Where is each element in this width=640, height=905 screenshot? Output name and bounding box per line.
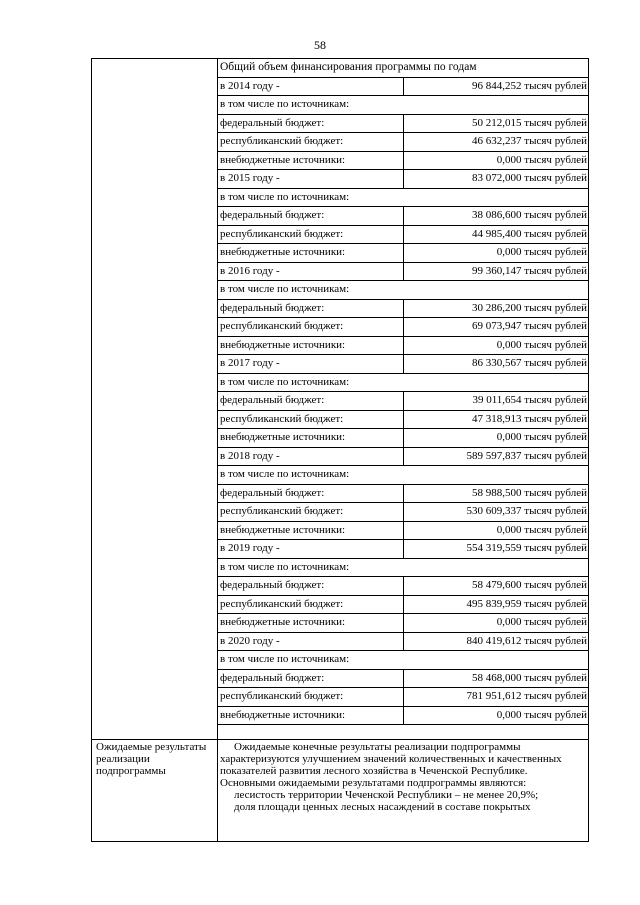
year-label: в 2015 году - <box>218 170 404 189</box>
extra-row <box>218 336 589 355</box>
republic-row <box>218 595 589 614</box>
sources-label: в том числе по источникам: <box>218 466 589 485</box>
federal-value: 58 468,000 тысяч рублей <box>404 669 590 688</box>
federal-label: федеральный бюджет: <box>218 669 404 688</box>
financing-header-row <box>218 59 589 77</box>
year-total-row <box>218 447 589 466</box>
sources-label: в том числе по источникам: <box>218 373 589 392</box>
extra-row <box>218 706 589 725</box>
year-total-row <box>218 632 589 651</box>
sources-row <box>218 373 589 392</box>
year-total-value: 83 072,000 тысяч рублей <box>404 170 590 189</box>
year-total-value: 86 330,567 тысяч рублей <box>404 355 590 374</box>
federal-label: федеральный бюджет: <box>218 207 404 226</box>
republic-row <box>218 688 589 707</box>
year-label: в 2018 году - <box>218 447 404 466</box>
extra-value: 0,000 тысяч рублей <box>404 336 590 355</box>
republic-row <box>218 225 589 244</box>
federal-label: федеральный бюджет: <box>218 299 404 318</box>
federal-label: федеральный бюджет: <box>218 392 404 411</box>
sources-row <box>218 96 589 115</box>
extra-row <box>218 521 589 540</box>
federal-row <box>218 484 589 503</box>
republic-value: 47 318,913 тысяч рублей <box>404 410 590 429</box>
republic-row <box>218 133 589 152</box>
year-total-row <box>218 262 589 281</box>
federal-value: 58 988,500 тысяч рублей <box>404 484 590 503</box>
year-total-value: 96 844,252 тысяч рублей <box>404 77 590 96</box>
section-divider <box>92 739 589 740</box>
federal-label: федеральный бюджет: <box>218 114 404 133</box>
year-total-row <box>218 77 589 96</box>
results-text <box>220 741 586 813</box>
republic-row <box>218 410 589 429</box>
year-label: в 2017 году - <box>218 355 404 374</box>
extra-label: внебюджетные источники: <box>218 429 404 448</box>
year-total-row <box>218 355 589 374</box>
federal-row <box>218 392 589 411</box>
year-total-value: 554 319,559 тысяч рублей <box>404 540 590 559</box>
sources-label: в том числе по источникам: <box>218 281 589 300</box>
federal-row <box>218 669 589 688</box>
sources-row <box>218 466 589 485</box>
year-label: в 2016 году - <box>218 262 404 281</box>
financing-table <box>218 59 589 725</box>
extra-label: внебюджетные источники: <box>218 706 404 725</box>
sources-row <box>218 188 589 207</box>
sources-row <box>218 558 589 577</box>
republic-row <box>218 318 589 337</box>
republic-label: республиканский бюджет: <box>218 225 404 244</box>
federal-row <box>218 207 589 226</box>
program-passport-table <box>91 58 589 842</box>
financing-column <box>218 59 589 841</box>
extra-label: внебюджетные источники: <box>218 614 404 633</box>
federal-label: федеральный бюджет: <box>218 484 404 503</box>
republic-label: республиканский бюджет: <box>218 688 404 707</box>
extra-label: внебюджетные источники: <box>218 521 404 540</box>
year-label: в 2014 году - <box>218 77 404 96</box>
federal-row <box>218 299 589 318</box>
sources-label: в том числе по источникам: <box>218 188 589 207</box>
federal-value: 38 086,600 тысяч рублей <box>404 207 590 226</box>
results-paragraph: лесистость территории Чеченской Республики – не менее 20,9%; <box>234 789 539 801</box>
extra-row <box>218 429 589 448</box>
extra-value: 0,000 тысяч рублей <box>404 429 590 448</box>
republic-row <box>218 503 589 522</box>
extra-value: 0,000 тысяч рублей <box>404 614 590 633</box>
republic-value: 530 609,337 тысяч рублей <box>404 503 590 522</box>
year-label: в 2020 году - <box>218 632 404 651</box>
left-label-column <box>92 59 218 841</box>
federal-value: 50 212,015 тысяч рублей <box>404 114 590 133</box>
republic-label: республиканский бюджет: <box>218 318 404 337</box>
federal-value: 39 011,654 тысяч рублей <box>404 392 590 411</box>
extra-value: 0,000 тысяч рублей <box>404 244 590 263</box>
republic-label: республиканский бюджет: <box>218 133 404 152</box>
extra-row <box>218 151 589 170</box>
republic-label: республиканский бюджет: <box>218 595 404 614</box>
extra-row <box>218 244 589 263</box>
results-paragraph: доля площади ценных лесных насаждений в составе покрытых <box>234 801 531 813</box>
republic-label: республиканский бюджет: <box>218 410 404 429</box>
sources-row <box>218 651 589 670</box>
financing-header: Общий объем финансирования программы по годам <box>218 59 589 77</box>
extra-label: внебюджетные источники: <box>218 151 404 170</box>
republic-value: 46 632,237 тысяч рублей <box>404 133 590 152</box>
sources-label: в том числе по источникам: <box>218 558 589 577</box>
extra-value: 0,000 тысяч рублей <box>404 706 590 725</box>
year-total-value: 99 360,147 тысяч рублей <box>404 262 590 281</box>
year-total-value: 840 419,612 тысяч рублей <box>404 632 590 651</box>
sources-row <box>218 281 589 300</box>
results-paragraph: Основными ожидаемыми результатами подпрограммы являются: <box>220 777 527 789</box>
extra-label: внебюджетные источники: <box>218 244 404 263</box>
extra-row <box>218 614 589 633</box>
year-total-row <box>218 170 589 189</box>
republic-value: 44 985,400 тысяч рублей <box>404 225 590 244</box>
year-total-row <box>218 540 589 559</box>
results-paragraph: Ожидаемые конечные результаты реализации подпрограммы характеризуются улучшением значений количественных и качественных показателей развития лесного хозяйства в Чеченской Республике. <box>220 741 562 777</box>
republic-value: 495 839,959 тысяч рублей <box>404 595 590 614</box>
federal-label: федеральный бюджет: <box>218 577 404 596</box>
extra-value: 0,000 тысяч рублей <box>404 151 590 170</box>
sources-label: в том числе по источникам: <box>218 96 589 115</box>
federal-row <box>218 114 589 133</box>
republic-label: республиканский бюджет: <box>218 503 404 522</box>
year-label: в 2019 году - <box>218 540 404 559</box>
republic-value: 781 951,612 тысяч рублей <box>404 688 590 707</box>
year-total-value: 589 597,837 тысяч рублей <box>404 447 590 466</box>
results-label: Ожидаемые результаты реализации подпрограммы <box>96 741 207 777</box>
federal-row <box>218 577 589 596</box>
page-number: 58 <box>314 38 326 52</box>
federal-value: 58 479,600 тысяч рублей <box>404 577 590 596</box>
extra-value: 0,000 тысяч рублей <box>404 521 590 540</box>
republic-value: 69 073,947 тысяч рублей <box>404 318 590 337</box>
sources-label: в том числе по источникам: <box>218 651 589 670</box>
extra-label: внебюджетные источники: <box>218 336 404 355</box>
federal-value: 30 286,200 тысяч рублей <box>404 299 590 318</box>
